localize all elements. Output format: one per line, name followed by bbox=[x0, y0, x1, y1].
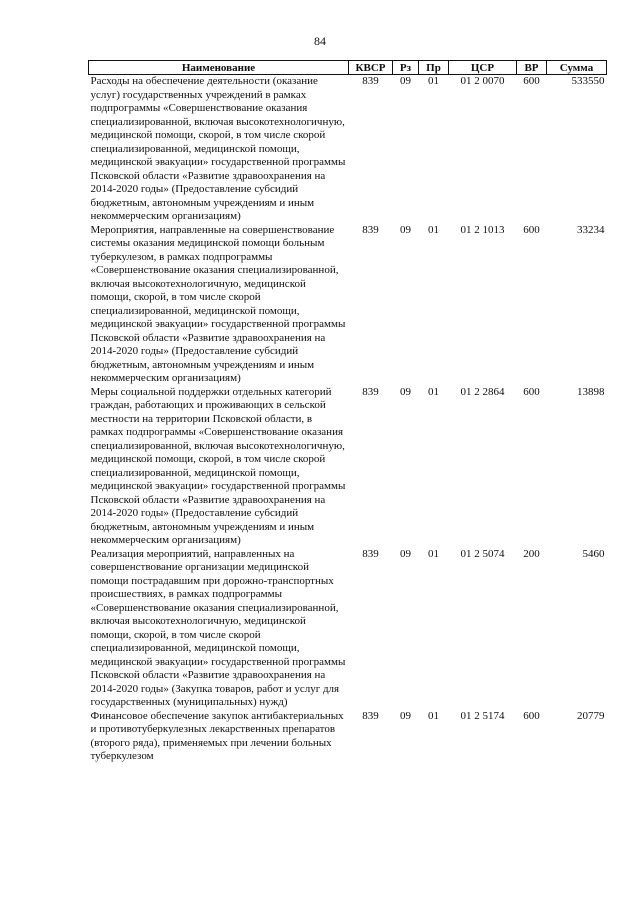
table-row bbox=[89, 710, 607, 764]
table-row bbox=[89, 224, 607, 386]
row-vr: 600 bbox=[523, 75, 540, 87]
header-sum: Сумма bbox=[547, 61, 607, 75]
row-csr: 01 2 0070 bbox=[460, 75, 505, 87]
row-pr: 01 bbox=[428, 223, 439, 236]
row-sum: 13898 bbox=[577, 385, 605, 398]
row-sum: 533550 bbox=[571, 75, 605, 87]
row-sum: 20779 bbox=[577, 709, 605, 722]
row-name: Реализация мероприятий, направленных на совершенствование организации медицинской помощи пострадавшим при дорожно-транспортных происшествиях, в рамках подпрограммы «Совершенствование оказания специализированной, включая высокотехнологичную, медицинской помощи, скорой, в том числе скорой специализированной, медицинской помощи, медицинской эвакуации» государственной программы Псковской области «Развитие здравоохранения на 2014-2020 годы» (Закупка товаров, работ и услуг для государственных (муниципальных) нужд) bbox=[90, 547, 346, 708]
row-pr: 01 bbox=[428, 75, 439, 87]
page-number: 84 bbox=[314, 34, 326, 48]
row-vr: 200 bbox=[523, 547, 540, 560]
row-name: Меры социальной поддержки отдельных категорий граждан, работающих и проживающих в сельской местности на территории Псковской области, в рамках подпрограммы «Совершенствование оказания специализированной, включая высокотехнологичную, медицинской помощи, скорой, в том числе скорой специализированной, медицинской помощи, медицинской эвакуации» государственной программы Псковской области «Развитие здравоохранения на 2014-2020 годы» (Предоставление субсидий бюджетным, автономным учреждениям и иным некоммерческим организациям) bbox=[90, 385, 346, 546]
header-rz: Рз bbox=[393, 61, 419, 75]
table-row bbox=[89, 75, 607, 224]
table-header bbox=[89, 61, 607, 75]
table-row bbox=[89, 548, 607, 710]
row-csr: 01 2 5074 bbox=[460, 547, 505, 560]
row-sum: 33234 bbox=[577, 223, 605, 236]
row-rz: 09 bbox=[400, 223, 411, 236]
row-rz: 09 bbox=[400, 385, 411, 398]
row-pr: 01 bbox=[428, 385, 439, 398]
row-rz: 09 bbox=[400, 547, 411, 560]
row-csr: 01 2 5174 bbox=[460, 709, 505, 722]
row-vr: 600 bbox=[523, 223, 540, 236]
row-name: Мероприятия, направленные на совершенствование системы оказания медицинской помощи больным туберкулезом, в рамках подпрограммы «Совершенствование оказания специализированной, включая высокотехнологичную, медицинской помощи, скорой, в том числе скорой специализированной, медицинской помощи, медицинской эвакуации» государственной программы Псковской области «Развитие здравоохранения на 2014-2020 годы» (Предоставление субсидий бюджетным, автономным учреждениям и иным некоммерческим организациям) bbox=[90, 223, 346, 384]
row-csr: 01 2 1013 bbox=[460, 223, 505, 236]
row-kvsr: 839 bbox=[362, 547, 379, 560]
row-sum: 5460 bbox=[582, 547, 605, 560]
budget-table bbox=[88, 60, 607, 764]
header-csr: ЦСР bbox=[449, 61, 517, 75]
row-kvsr: 839 bbox=[362, 385, 379, 398]
row-kvsr: 839 bbox=[362, 709, 379, 722]
row-csr: 01 2 2864 bbox=[460, 385, 505, 398]
row-vr: 600 bbox=[523, 709, 540, 722]
row-vr: 600 bbox=[523, 385, 540, 398]
row-rz: 09 bbox=[400, 709, 411, 722]
row-name: Расходы на обеспечение деятельности (оказание услуг) государственных учреждений в рамках подпрограммы «Совершенствование оказания специализированной, включая высокотехнологичную, медицинской помощи, скорой, в том числе скорой специализированной, медицинской помощи, медицинской эвакуации» государственной программы Псковской области «Развитие здравоохранения на 2014-2020 годы» (Предоставление субсидий бюджетным, автономным учреждениям и иным некоммерческим организациям) bbox=[90, 75, 346, 222]
row-pr: 01 bbox=[428, 709, 439, 722]
row-pr: 01 bbox=[428, 547, 439, 560]
row-rz: 09 bbox=[400, 75, 411, 87]
row-kvsr: 839 bbox=[362, 223, 379, 236]
row-name: Финансовое обеспечение закупок антибактериальных и противотуберкулезных лекарственных препаратов (второго ряда), применяемых при лечении больных туберкулезом bbox=[90, 709, 344, 762]
header-pr: Пр bbox=[419, 61, 449, 75]
table-row bbox=[89, 386, 607, 548]
header-vr: ВР bbox=[517, 61, 547, 75]
header-kvsr: КВСР bbox=[349, 61, 393, 75]
header-name: Наименование bbox=[89, 61, 349, 75]
row-kvsr: 839 bbox=[362, 75, 379, 87]
